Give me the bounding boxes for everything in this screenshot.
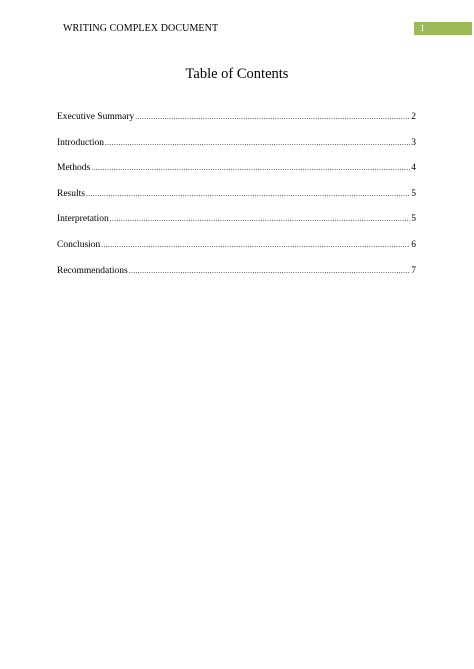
toc-entry-page: 2 [411, 112, 416, 122]
toc-entry-label: Results [57, 188, 85, 199]
toc-dot-leader [110, 214, 411, 225]
toc-entry-recommendations[interactable] [57, 266, 416, 292]
toc-dot-leader [101, 240, 410, 251]
page-number-badge [414, 22, 472, 35]
toc-entry-page: 5 [411, 214, 416, 225]
toc-entry-page: 7 [411, 265, 416, 276]
table-of-contents [57, 112, 416, 291]
toc-heading: Table of Contents [185, 66, 289, 82]
toc-entry-conclusion[interactable] [57, 240, 416, 266]
toc-entry-page: 5 [411, 188, 416, 199]
toc-entry-introduction[interactable] [57, 138, 416, 164]
toc-entry-label: Introduction [57, 137, 104, 148]
toc-entry-page: 3 [411, 137, 416, 148]
toc-dot-leader [129, 266, 411, 277]
toc-dot-leader [105, 138, 410, 149]
page-header [63, 22, 473, 36]
toc-entry-results[interactable] [57, 189, 416, 215]
toc-entry-label: Interpretation [57, 214, 109, 225]
toc-entry-page: 4 [411, 163, 416, 174]
page-number: 1 [420, 23, 425, 33]
toc-entry-methods[interactable] [57, 163, 416, 189]
toc-entry-label: Executive Summary [57, 112, 135, 122]
toc-entry-label: Methods [57, 163, 91, 174]
toc-entry-executive-summary[interactable] [57, 112, 416, 138]
toc-dot-leader [135, 112, 410, 123]
toc-entry-label: Conclusion [57, 239, 101, 250]
toc-dot-leader [91, 163, 410, 174]
header-title: WRITING COMPLEX DOCUMENT [63, 23, 219, 34]
toc-entry-interpretation[interactable] [57, 214, 416, 240]
toc-entry-label: Recommendations [57, 265, 128, 276]
toc-dot-leader [86, 189, 410, 200]
toc-entry-page: 6 [411, 239, 416, 250]
